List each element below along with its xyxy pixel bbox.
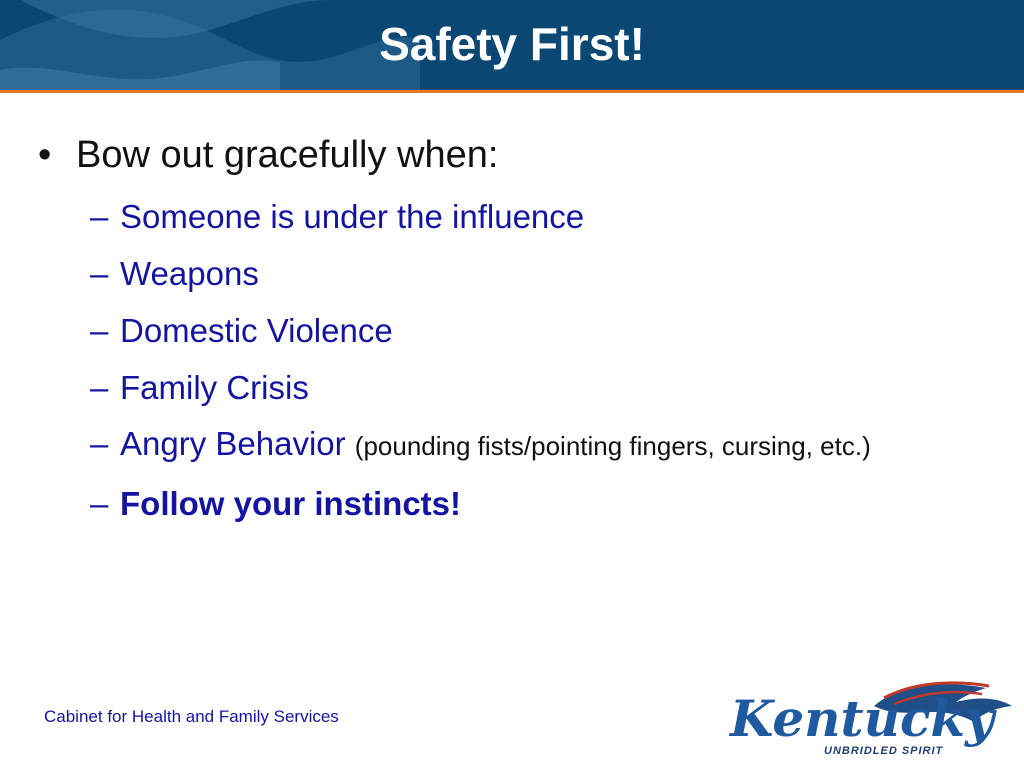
sub-bullet-item <box>90 416 938 475</box>
dash-marker: – <box>90 198 109 235</box>
sub-bullet-text: Domestic Violence <box>120 312 393 349</box>
sub-bullet-text: Weapons <box>120 255 259 292</box>
sub-bullet-text: Follow your instincts! <box>120 485 462 522</box>
sub-bullet-item <box>90 359 938 416</box>
logo-graphic <box>724 676 1014 761</box>
dash-marker: – <box>90 312 109 349</box>
sub-bullet-item <box>90 302 938 359</box>
title-bar <box>0 0 1024 90</box>
dash-marker: – <box>90 485 109 522</box>
main-bullet <box>38 130 938 180</box>
sub-bullet-text: Someone is under the influence <box>120 198 585 235</box>
slide-title: Safety First! <box>379 18 645 70</box>
slide-content <box>38 130 938 532</box>
dash-marker: – <box>90 369 109 406</box>
bullet-dot: • <box>38 134 52 176</box>
sub-bullet-list <box>90 188 938 532</box>
dash-marker: – <box>90 425 109 462</box>
sub-bullet-item <box>90 245 938 302</box>
sub-bullet-text: Angry Behavior <box>120 425 355 462</box>
title-accent-rule <box>0 90 1024 93</box>
main-bullet-text: Bow out gracefully when: <box>76 134 499 176</box>
sub-bullet-item <box>90 188 938 245</box>
logo-tagline: UNBRIDLED SPIRIT <box>824 745 944 757</box>
sub-bullet-item <box>90 475 938 532</box>
footer-organization: Cabinet for Health and Family Services <box>44 707 339 726</box>
dash-marker: – <box>90 255 109 292</box>
logo-wordmark: Kentucky <box>730 689 995 748</box>
kentucky-logo <box>724 676 1014 761</box>
sub-bullet-detail: (pounding fists/pointing fingers, cursing, etc.) <box>354 431 871 461</box>
sub-bullet-text: Family Crisis <box>120 369 309 406</box>
